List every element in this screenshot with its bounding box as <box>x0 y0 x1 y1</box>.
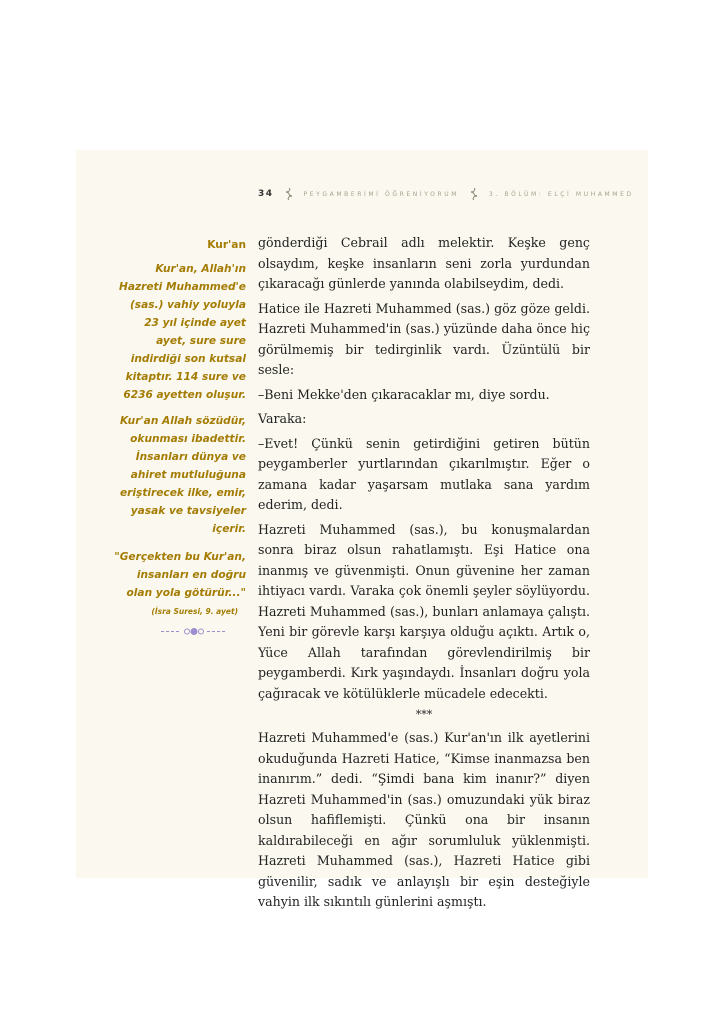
chapter-title: 3. BÖLÜM: ELÇİ MUHAMMED <box>489 190 634 198</box>
sidebar-paragraph: Kur'an, Allah'ın Hazreti Muhammed'e (sas.) vahiy yoluyla 23 yıl içinde ayet ayet, sure sure indirdiği son kutsal kitaptır. 114 sure ve 6236 ayetten oluşur. <box>118 263 246 401</box>
page-number: 34 <box>258 189 274 199</box>
leaf-ornament-icon <box>284 188 294 200</box>
sidebar-quote: "Gerçekten bu Kur'an, insanları en doğru olan yola götürür..." <box>114 551 246 599</box>
leaf-ornament-icon <box>469 188 479 200</box>
running-header <box>258 186 634 202</box>
sidebar-paragraph: Kur'an Allah sözüdür, okunması ibadettir. İnsanları dünya ve ahiret mutluluğuna eriştirecek ilke, emir, yasak ve tavsiyeler içerir. <box>119 415 246 535</box>
sidebar-title: Kur'an <box>207 239 246 251</box>
sidebar-quote-source: (İsra Suresi, 9. ayet) <box>151 607 238 616</box>
body-paragraph: Varaka: <box>258 411 307 426</box>
section-separator: *** <box>415 708 433 721</box>
body-paragraph: –Beni Mekke'den çıkaracaklar mı, diye sordu. <box>258 386 550 402</box>
body-paragraph: gönderdiği Cebrail adlı melektir. Keşke genç olsaydım, keşke insanların seni zorla yurdundan çıkaracağı günlerde yanında olabilseydim, dedi. <box>258 235 590 291</box>
decorative-divider-icon <box>159 627 229 636</box>
body-paragraph: Hatice ile Hazreti Muhammed (sas.) göz göze geldi. Hazreti Muhammed'in (sas.) yüzünde daha önce hiç görülmemiş bir tedirginlik vardı. Üzüntülü bir sesle: <box>258 300 590 377</box>
sidebar-note <box>112 236 246 636</box>
body-paragraph: Hazreti Muhammed'e (sas.) Kur'an'ın ilk ayetlerini okuduğunda Hazreti Hatice, “Kimse inanmazsa ben inanırım.” dedi. “Şimdi bana kim inanır?” diyen Hazreti Muhammed'in (sas.) omuzundaki yük biraz olsun hafiflemişti. Çünkü ona bir insanın kaldırabileceği en ağır sorumluluk yüklenmişti. Hazreti Muhammed (sas.), Hazreti Hatice gibi güvenilir, sadık ve anlayışlı bir eşin desteğiyle vahyin ilk sıkıntılı günlerini aşmıştı. <box>258 730 590 909</box>
main-text <box>258 233 590 917</box>
book-title: PEYGAMBERİMİ ÖĞRENİYORUM <box>303 190 460 198</box>
body-paragraph: –Evet! Çünkü senin getirdiğini getiren bütün peygamberler yurtlarından çıkarılmıştır. Eğer o zamana kadar yaşarsam mutlaka sana yardım ederim, dedi. <box>258 435 590 512</box>
body-paragraph: Hazreti Muhammed (sas.), bu konuşmalardan sonra biraz olsun rahatlamıştı. Eşi Hatice ona inanmış ve güvenmişti. Onun güvenine her zaman ihtiyacı vardı. Varaka çok önemli şeyler söylüyordu. Hazreti Muhammed (sas.), bunları anlamaya çalıştı. Yeni bir görevle karşı karşıya olduğu açıktı. Artık o, Yüce Allah tarafından görevlendirilmiş bir peygamberdi. Kırk yaşındaydı. İnsanları doğru yola çağıracak ve kötülüklerle mücadele edecekti. <box>258 521 590 701</box>
